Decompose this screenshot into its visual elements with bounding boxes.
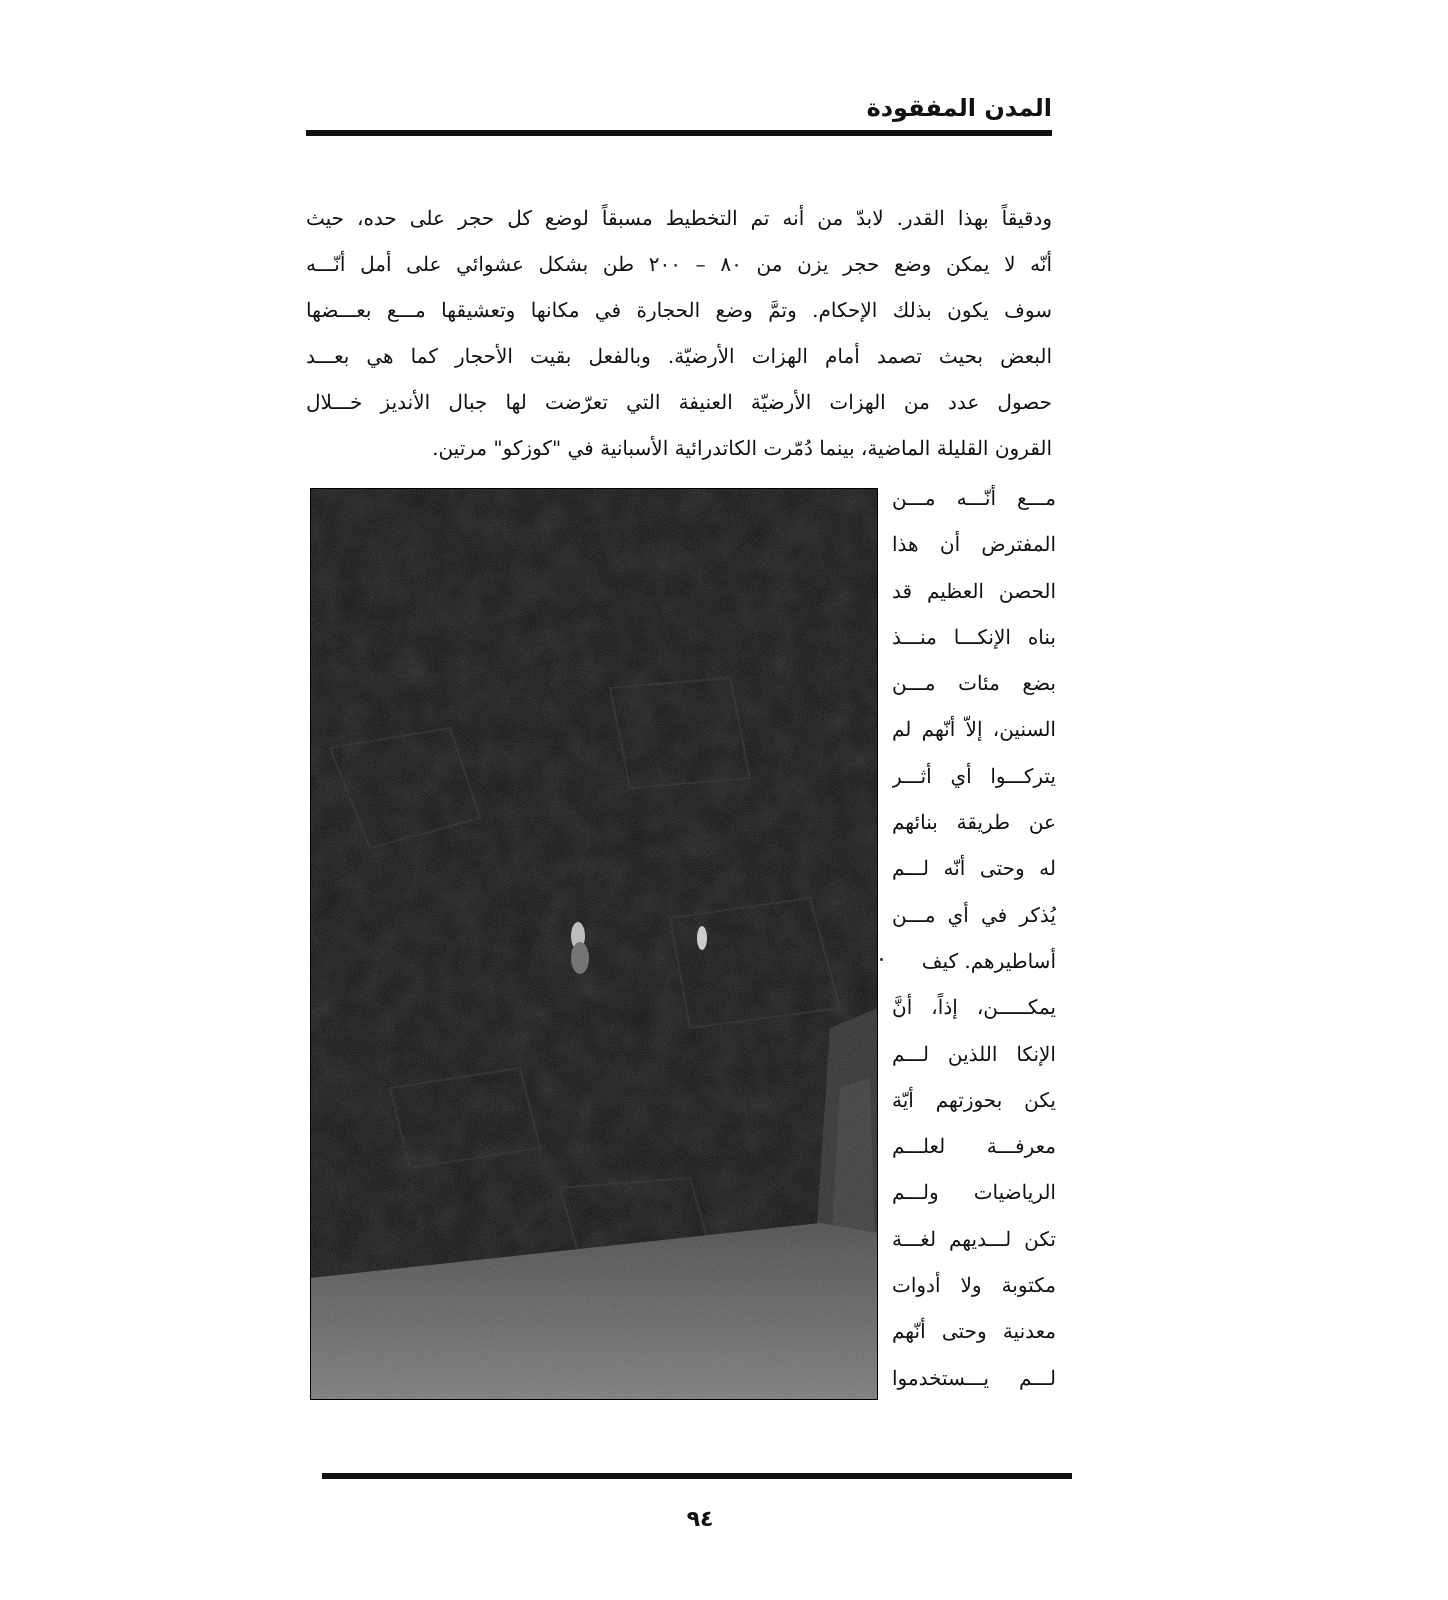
paragraph-line: يمكـــــن، إذاً، أنَّ (892, 995, 1056, 1020)
paragraph-line: البعض بحيث تصمد أمام الهزات الأرضيّة. وبالفعل بقيت الأحجار كما هي بعـــد (306, 344, 1052, 368)
paragraph-line: سوف يكون بذلك الإحكام. وتمَّ وضع الحجارة في مكانها وتعشيقها مـــع بعـــضها (306, 298, 1052, 322)
paragraph-line: ودقيقاً بهذا القدر. لابدّ من أنه تم التخطيط مسبقاً لوضع كل حجر على حده، حيث (306, 206, 1052, 230)
paragraph-line: مـــع أنّـــه مـــن (892, 486, 1056, 510)
paragraph-line: أنّه لا يمكن وضع حجر يزن من ٨٠ – ٢٠٠ طن بشكل عشوائي على أمل أنّـــه (306, 252, 1052, 276)
wrapped-paragraph (892, 475, 1056, 1401)
paragraph-line: السنين، إلاّ أنّهم لم (892, 717, 1056, 742)
paragraph-line: معرفـــة لعلـــم (892, 1134, 1056, 1159)
stray-mark (880, 958, 883, 961)
paragraph-line: يكن بحوزتهم أيّة (892, 1087, 1056, 1112)
paragraph-line: بضع مئات مـــن (892, 671, 1056, 696)
paragraph-line: تكن لـــديهم لغـــة (892, 1226, 1056, 1251)
paragraph-line: الحصن العظيم قد (892, 578, 1056, 603)
paragraph-line: حصول عدد من الهزات الأرضيّة العنيفة التي تعرّضت لها جبال الأنديز خـــلال (306, 390, 1052, 414)
intro-paragraph (306, 195, 1052, 471)
paragraph-line: الرياضيات ولـــم (892, 1180, 1056, 1205)
paragraph-line: له وحتى أنّه لـــم (892, 856, 1056, 881)
running-header-title: المدن المفقودة (866, 94, 1052, 122)
header-rule (306, 130, 1052, 136)
paragraph-line: معدنية وحتى أنّهم (892, 1319, 1056, 1344)
paragraph-line: الإنكا اللذين لـــم (892, 1041, 1056, 1066)
paragraph-line: مكتوبة ولا أدوات (892, 1273, 1056, 1298)
fortress-photo (310, 488, 878, 1400)
footer-rule (322, 1473, 1072, 1479)
paragraph-line: عن طريقة بنائهم (892, 810, 1056, 835)
paragraph-line: أساطيرهم. كيف (921, 948, 1056, 973)
paragraph-line: يُذكر في أي مـــن (892, 902, 1056, 927)
paragraph-line: بناه الإنكـــا منـــذ (892, 624, 1056, 649)
paragraph-line: يتركـــوا أي أثـــر (892, 763, 1056, 788)
paragraph-line: المفترض أن هذا (892, 532, 1056, 557)
paragraph-line: لـــم يـــستخدموا (892, 1365, 1056, 1390)
paragraph-line: القرون القليلة الماضية، بينما دُمّرت الكاتدرائية الأسبانية في "كوزكو" مرتين. (432, 436, 1052, 460)
page-number: ٩٤ (686, 1507, 714, 1532)
